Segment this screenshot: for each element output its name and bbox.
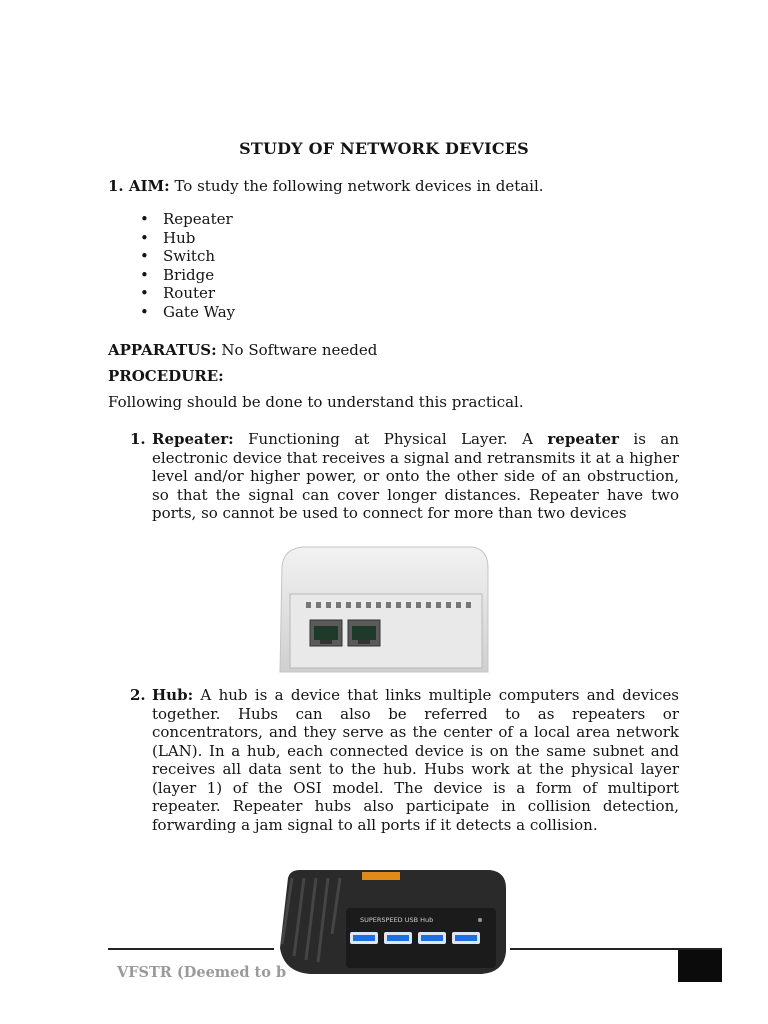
item-text: Functioning at Physical Layer. A	[233, 430, 548, 448]
list-item: • Switch	[140, 247, 235, 266]
usb-port-icon	[418, 932, 446, 944]
usb-port-icon	[350, 932, 378, 944]
item-text: is an electronic device that receives a signal and retransmits it at a higher level and/or higher power, or onto the other side of an obstruction, so that the signal can cover longer distances. Repeater have two ports, so cannot be used to connect for more than two devices	[152, 430, 679, 522]
footer-divider	[108, 948, 274, 950]
usb-port-icon	[452, 932, 480, 944]
list-item: • Router	[140, 284, 235, 303]
device-list	[140, 210, 235, 322]
item-term: Hub:	[152, 686, 194, 704]
procedure-intro: Following should be done to understand this practical.	[108, 393, 524, 411]
aim-label: 1. AIM:	[108, 177, 170, 195]
page-number-box	[678, 950, 722, 982]
apparatus-line	[108, 341, 377, 360]
usb-port-icon	[384, 932, 412, 944]
list-item: • Gate Way	[140, 303, 235, 322]
ethernet-port-icon	[348, 620, 380, 646]
item-term: Repeater:	[152, 430, 234, 448]
aim-text: To study the following network devices in detail.	[169, 177, 544, 195]
apparatus-label: APPARATUS:	[108, 341, 217, 359]
aim-line	[108, 177, 544, 196]
item-text: A hub is a device that links multiple computers and devices together. Hubs can also be referred to as repeaters or concentrators, and they serve as the center of a local area network (LAN). In a hub, each connected device is on the same subnet and receives all data sent to the hub. Hubs work at the physical layer (layer 1) of the OSI model. The device is a form of multiport repeater. Repeater hubs also participate in collision detection, forwarding a jam signal to all ports if it detects a collision.	[152, 686, 679, 834]
procedure-heading: PROCEDURE:	[108, 367, 224, 385]
footer-text: VFSTR (Deemed to b	[117, 964, 287, 981]
hub-brand-label: SUPERSPEED USB Hub	[360, 916, 434, 924]
hub-item	[130, 686, 679, 834]
item-body	[152, 430, 679, 523]
list-item: • Hub	[140, 229, 235, 248]
repeater-image	[276, 544, 492, 676]
item-number: 1.	[130, 430, 146, 448]
item-bold-word: repeater	[547, 430, 619, 448]
apparatus-text: No Software needed	[216, 341, 378, 359]
page-title: STUDY OF NETWORK DEVICES	[239, 139, 529, 158]
hub-image	[270, 848, 510, 976]
item-number: 2.	[130, 686, 146, 704]
repeater-item	[130, 430, 679, 523]
list-item: • Bridge	[140, 266, 235, 285]
list-item: • Repeater	[140, 210, 235, 229]
power-led-icon	[478, 918, 482, 922]
item-body	[152, 686, 679, 834]
ethernet-port-icon	[310, 620, 342, 646]
